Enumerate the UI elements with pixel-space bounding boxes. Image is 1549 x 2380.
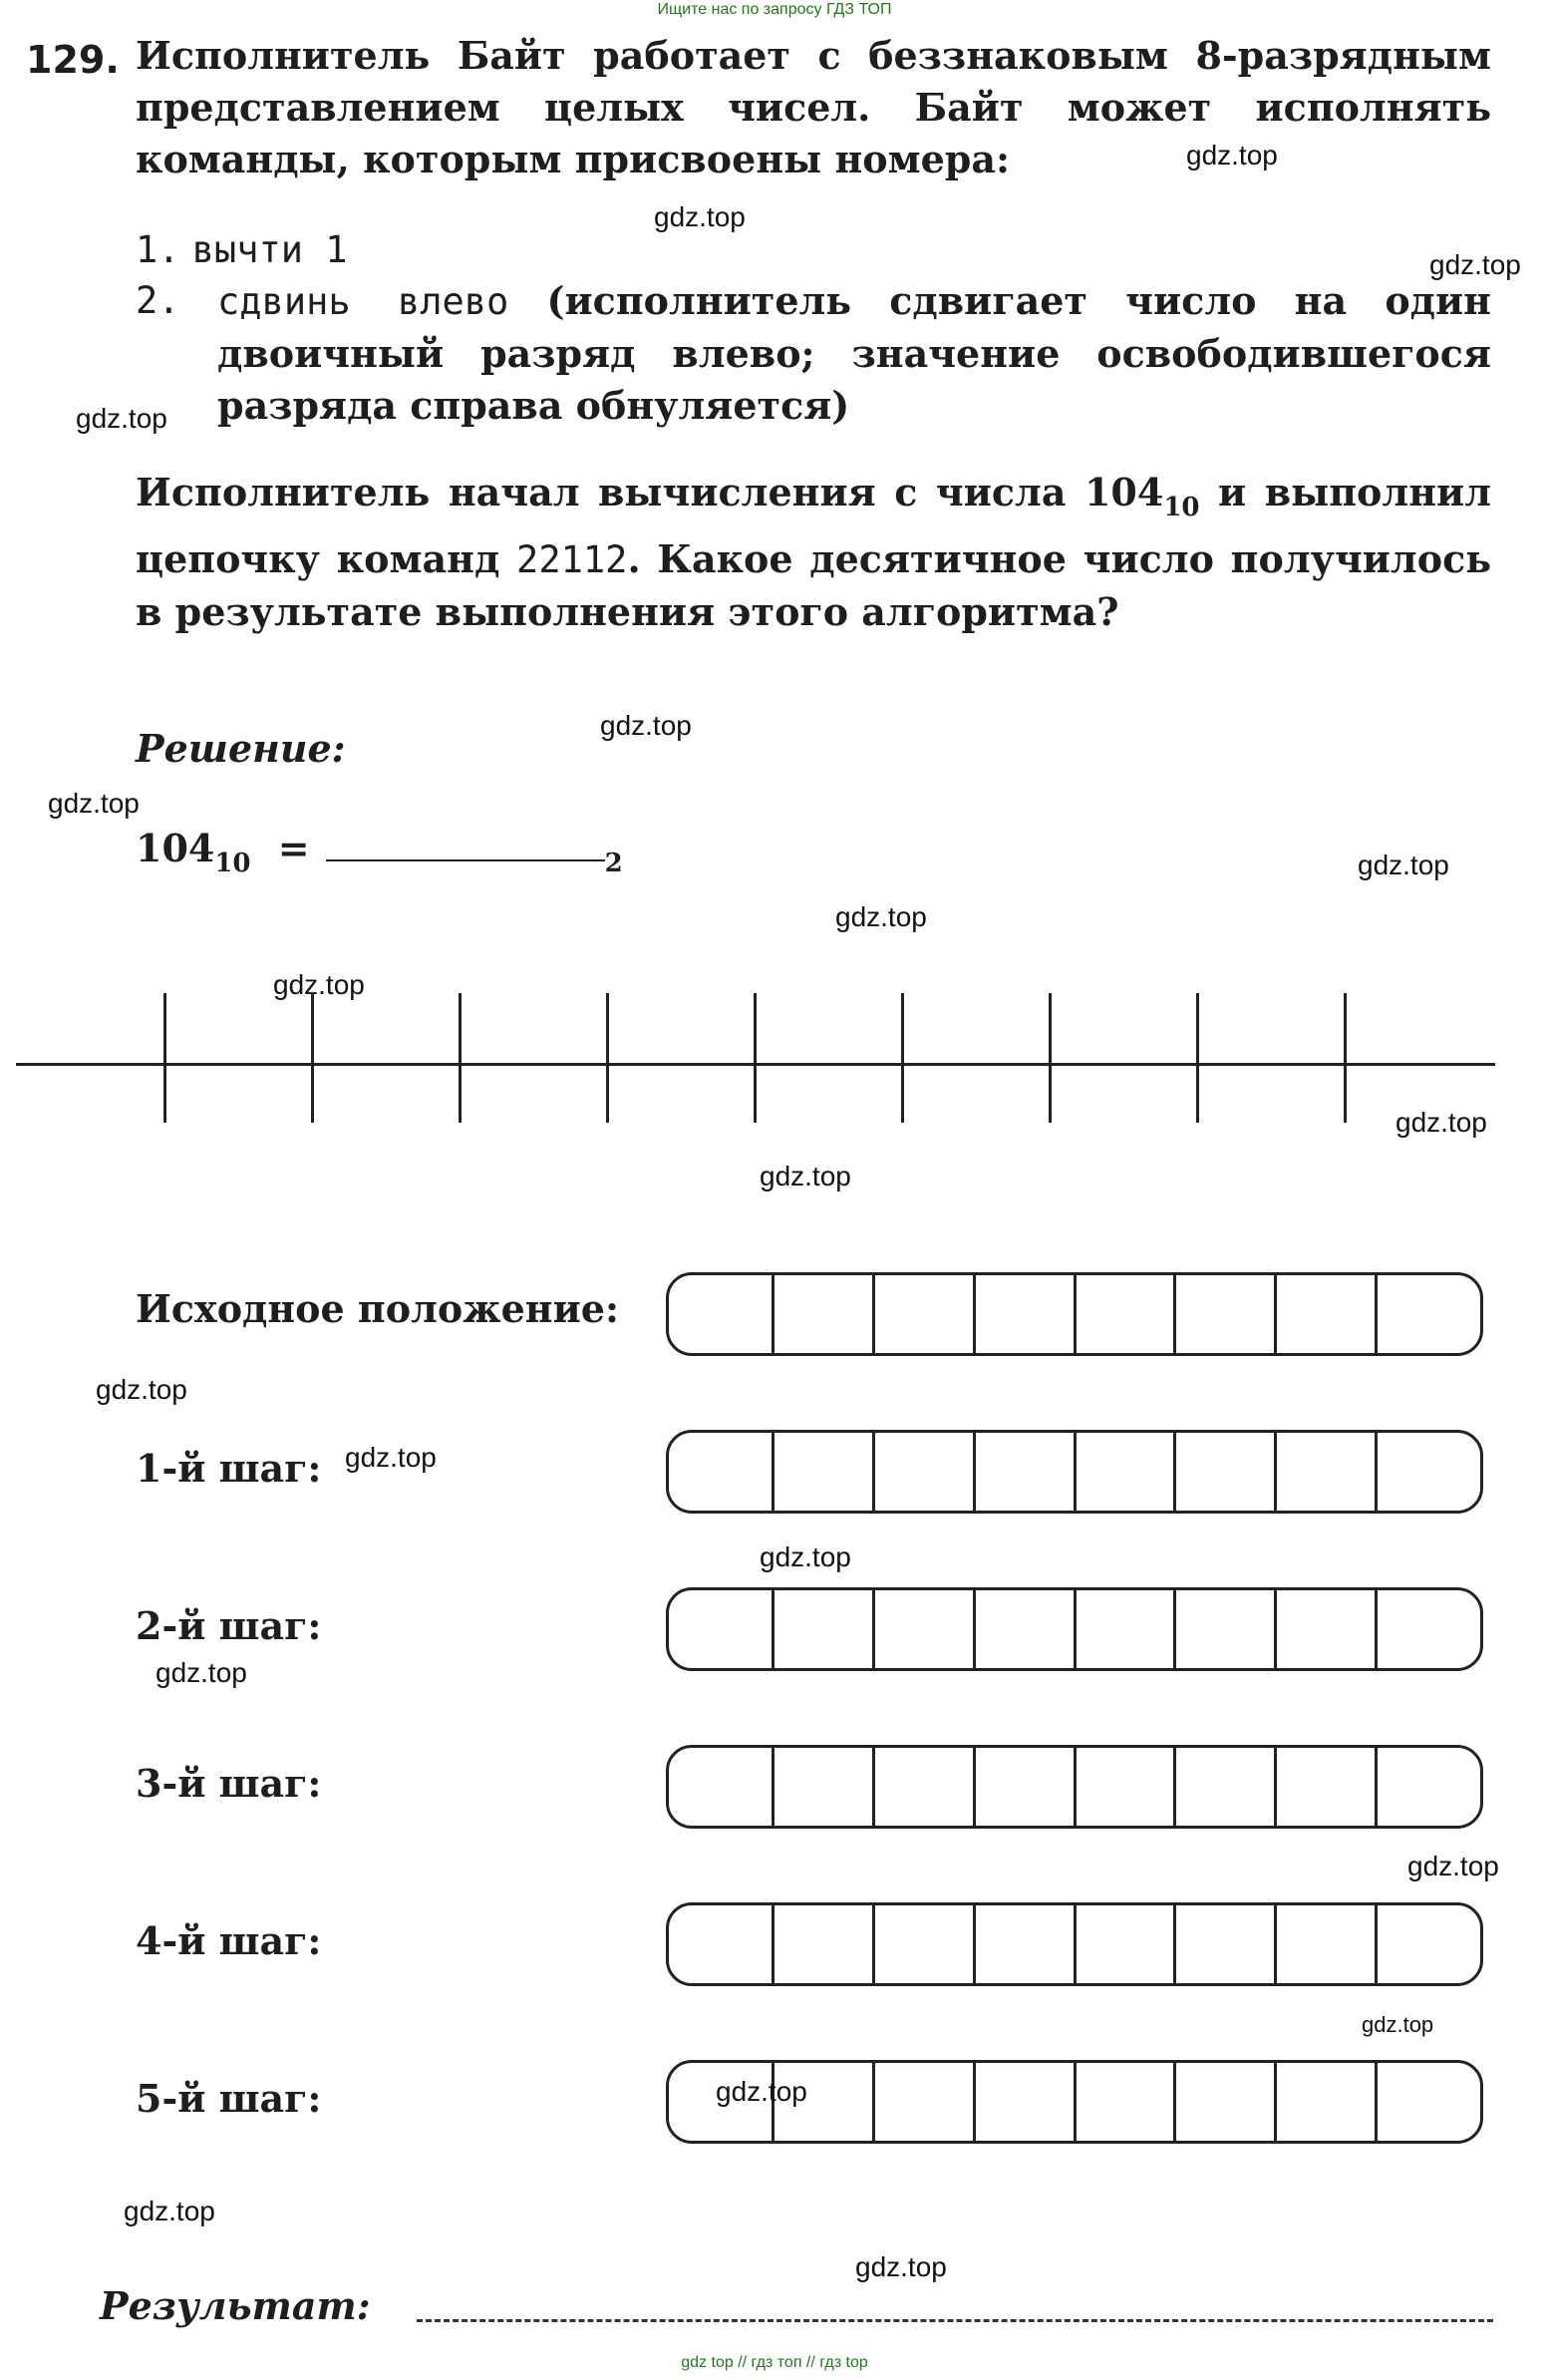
watermark: gdz.top — [273, 969, 365, 1000]
watermark: gdz.top — [600, 710, 692, 741]
bit-register-step-3[interactable] — [666, 1745, 1483, 1829]
watermark: gdz.top — [760, 1161, 851, 1191]
problem-intro: Исполнитель Байт работает с беззнаковым 8-разрядным представлением целых чисел. Байт может исполнять команды, которым присвоены номера: — [136, 33, 1491, 181]
step-label-1: 1-й шаг: — [136, 1446, 322, 1491]
watermark: gdz.top — [1429, 249, 1521, 280]
conversion-line — [136, 826, 623, 878]
problem-number: 129. — [26, 38, 120, 82]
conversion-number: 104 — [136, 826, 215, 870]
conversion-base-to: 2 — [604, 849, 623, 878]
watermark: gdz.top — [855, 2251, 947, 2282]
watermark: gdz.top — [1395, 1107, 1487, 1138]
step-label-2: 2-й шаг: — [136, 1603, 322, 1648]
watermark: gdz.top — [760, 1541, 851, 1572]
bit-register-initial[interactable] — [666, 1272, 1483, 1356]
conversion-answer-line[interactable] — [326, 859, 605, 861]
bit-register-step-4[interactable] — [666, 1902, 1483, 1986]
watermark: gdz.top — [155, 1657, 247, 1688]
step-label-3: 3-й шаг: — [136, 1761, 322, 1806]
task-number: 104 — [1084, 470, 1164, 514]
watermark: gdz.top — [835, 901, 927, 932]
task-text: Исполнитель начал вычисления с числа $104_{10}$ и выполнил цепочку команд 22112. Какое десятичное число получилось в результате выполнения этого алгоритма? — [136, 470, 1492, 634]
watermark: gdz.top — [1358, 850, 1449, 880]
watermark: gdz.top — [1407, 1851, 1499, 1881]
footer-link[interactable]: gdz top // гдз топ // гдз top — [681, 2354, 868, 2371]
bit-tick — [311, 993, 314, 1123]
task-chain: 22112 — [516, 538, 628, 581]
watermark: gdz.top — [48, 788, 140, 819]
bit-tick — [754, 993, 757, 1123]
watermark: gdz.top — [345, 1442, 437, 1473]
command-text: вычти 1 — [191, 228, 348, 271]
bit-register-step-1[interactable] — [666, 1430, 1483, 1514]
watermark: gdz.top — [96, 1374, 187, 1405]
command-item-1 — [136, 223, 348, 276]
watermark: gdz.top — [654, 201, 746, 232]
step-label-4: 4-й шаг: — [136, 1918, 322, 1963]
bit-register-step-2[interactable] — [666, 1587, 1483, 1671]
bit-tick — [901, 993, 904, 1123]
command-text: сдвинь влево — [217, 280, 509, 323]
bit-tick — [1049, 993, 1052, 1123]
watermark: gdz.top — [1362, 2012, 1434, 2037]
header-search-link[interactable]: Ищите нас по запросу ГДЗ ТОП — [657, 1, 892, 18]
bit-tick — [606, 993, 609, 1123]
bit-tick — [459, 993, 462, 1123]
command-number: 1. — [136, 228, 180, 271]
bit-tick — [1344, 993, 1347, 1123]
command-item-2 — [136, 275, 1491, 432]
task-base: 10 — [1163, 493, 1200, 522]
step-label-5: 5-й шаг: — [136, 2076, 322, 2121]
bit-tick — [1196, 993, 1199, 1123]
solution-label: Решение: — [136, 726, 346, 771]
watermark: gdz.top — [716, 2076, 807, 2107]
step-label-initial: Исходное положение: — [136, 1286, 619, 1331]
watermark: gdz.top — [1186, 140, 1278, 170]
command-note: (исполнитель сдвигает число на один двоичный разряд влево; значение освободившегося разряда справа обнуляется) — [217, 278, 1491, 428]
watermark: gdz.top — [124, 2196, 215, 2226]
conversion-base-from: 10 — [214, 849, 251, 878]
result-answer-line[interactable] — [417, 2319, 1493, 2322]
watermark: gdz.top — [76, 403, 167, 434]
command-number: 2. — [136, 279, 180, 322]
bit-tick — [163, 993, 166, 1123]
conversion-equals: = — [277, 826, 310, 870]
result-label: Результат: — [100, 2283, 371, 2328]
